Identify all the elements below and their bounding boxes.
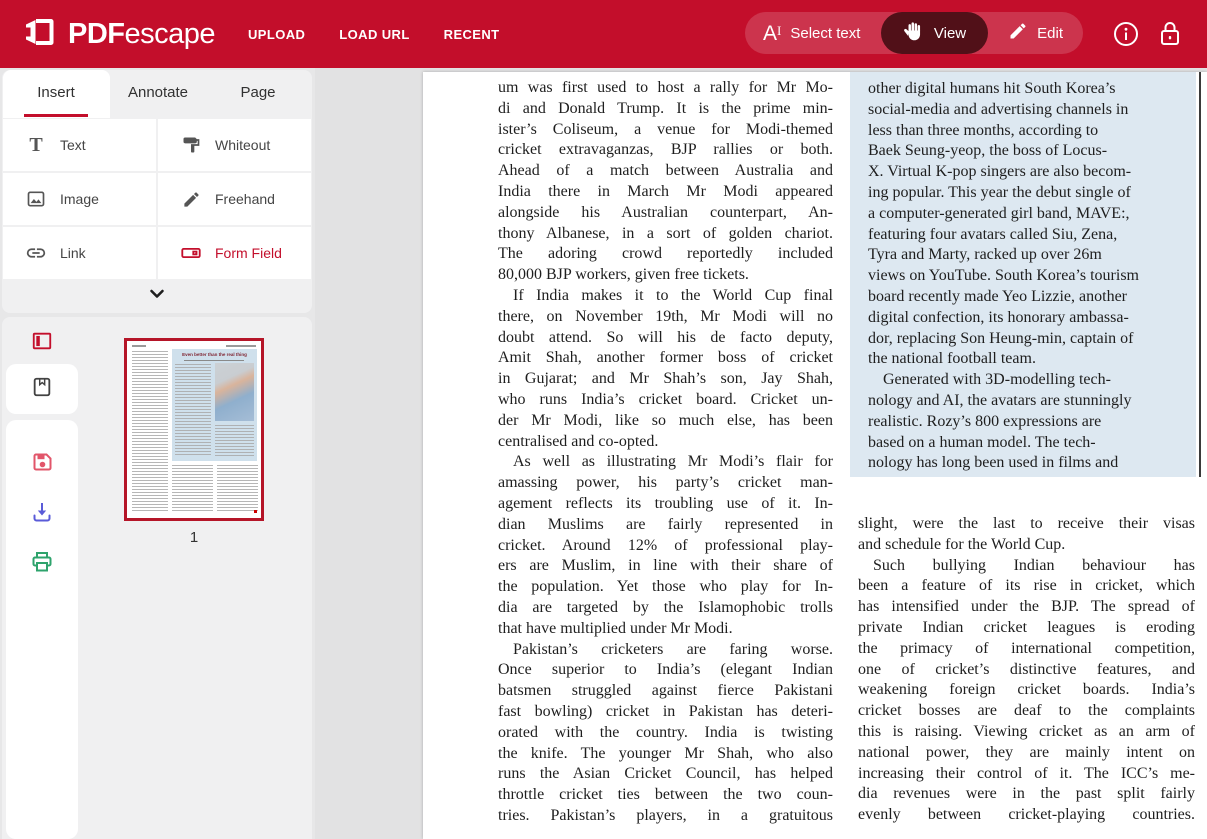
left-sidebar: [0, 68, 315, 839]
text-line: alongside his Australian counterpart, An-: [498, 203, 833, 221]
text-line: nology has long been used in films and: [868, 454, 1119, 472]
info-icon[interactable]: [1112, 20, 1140, 48]
text-line: ing popular. This year the debut single of: [868, 183, 1131, 201]
save-icon[interactable]: [30, 450, 54, 474]
text-line: cricket bosses are deaf to the complaints: [858, 702, 1195, 720]
text-line: throttle cricket ties between the two coun-: [498, 786, 833, 804]
text-line: agement reflects its troubling use of it. In-: [498, 494, 833, 512]
view-label: View: [933, 24, 967, 42]
lock-icon[interactable]: [1156, 19, 1184, 49]
thumb-photo: [215, 363, 254, 421]
tab-insert[interactable]: Insert: [37, 84, 75, 101]
form-field-icon: [180, 242, 202, 264]
page-right-column: [858, 514, 1195, 826]
thumb-text-column: [175, 364, 211, 457]
thumb-article-subtitle-line: [184, 360, 244, 361]
select-text-icon: AI: [763, 21, 782, 45]
text-line: der Mr Modi, like so much else, has been: [498, 411, 833, 429]
text-line: based on a human model. The tech-: [868, 433, 1096, 451]
thumb-text-column: [217, 465, 258, 513]
text-line: featuring four avatars called Siu, Zena,: [868, 225, 1118, 243]
link-tool-label: Link: [60, 245, 86, 261]
text-line: um was first used to host a rally for Mr Mo-: [498, 79, 833, 96]
text-line: realistic. Rozy’s 800 expressions are: [868, 412, 1102, 430]
page-thumbnail-selected[interactable]: [124, 338, 264, 521]
text-line: Pakistan’s cricketers are faring worse.: [513, 640, 833, 658]
bookmarks-button[interactable]: [6, 364, 78, 414]
text-line: the population. Yet those who play for In-: [498, 578, 833, 596]
text-line: X. Virtual K-pop singers are also becom-: [868, 163, 1132, 181]
insert-tool-grid: [3, 119, 311, 279]
thumb-text-column: [132, 351, 168, 513]
text-line: As well as illustrating Mr Modi’s flair for: [513, 453, 833, 471]
text-line: Such bullying Indian behaviour has: [873, 556, 1195, 574]
file-actions-panel: [6, 420, 78, 839]
text-line: less than three months, according to: [868, 121, 1099, 139]
text-line: fast bowling) cricket in Pakistan has deteri-: [498, 702, 833, 720]
text-line: ers are Muslim, in line with their share of: [498, 557, 833, 575]
text-line: cricket. Around 12% of professional play-: [498, 536, 833, 554]
text-line: Generated with 3D-modelling tech-: [883, 371, 1111, 389]
text-line: dian Muslims are fairly represented in: [498, 515, 833, 533]
edit-label: Edit: [1037, 24, 1063, 42]
text-line: the national football team.: [868, 350, 1036, 368]
text-line: digital confection, its honorary ambassa-: [868, 308, 1129, 326]
image-tool-button[interactable]: [3, 173, 156, 225]
article-column-rule: [1199, 72, 1201, 477]
hand-icon: [903, 20, 925, 46]
expand-tools-button[interactable]: [2, 279, 312, 313]
text-line: Tyra and Marty, racked up over 26m: [868, 246, 1102, 264]
text-line: Once superior to India’s (elegant Indian: [498, 661, 833, 679]
thumb-header-mark: [226, 345, 256, 347]
text-line: views on YouTube. South Korea’s tourism: [868, 267, 1139, 285]
text-line: tries. Pakistan’s players, in a gratuitous: [498, 806, 833, 824]
pages-panel: [2, 317, 312, 839]
text-line: thony Albanese, in a sort of golden chariot.: [498, 224, 833, 242]
text-line: national power, they are mainly intent on: [858, 743, 1195, 761]
text-line: board recently made Yeo Lizzie, another: [868, 287, 1128, 305]
edit-button[interactable]: [988, 12, 1083, 54]
nav-recent[interactable]: RECENT: [443, 26, 500, 42]
text-line: ister’s Coliseum, a venue for Modi-themed: [498, 120, 833, 138]
text-line: other digital humans hit South Korea’s: [868, 80, 1116, 97]
text-line: and schedule for the World Cup.: [858, 535, 1066, 553]
whiteout-tool-button[interactable]: [158, 119, 311, 171]
header-bar: [0, 0, 1207, 68]
text-line: a computer-generated girl band, MAVE:,: [868, 204, 1130, 222]
text-line: 80,000 BJP workers, given free tickets.: [498, 266, 749, 284]
page-left-column: [498, 78, 833, 827]
tab-annotate[interactable]: Annotate: [127, 84, 189, 101]
form-field-tool-label: Form Field: [215, 245, 282, 261]
freehand-tool-button[interactable]: [158, 173, 311, 225]
brand-escape: escape: [124, 18, 216, 50]
text-line: the knife. The younger Mr Shah, who also: [498, 744, 833, 762]
text-icon: T: [29, 133, 43, 156]
text-line: who runs India’s cricket board. Cricket un-: [498, 390, 833, 408]
top-navigation: [248, 0, 500, 68]
tools-panel: [2, 70, 312, 313]
chevron-down-icon: [149, 287, 165, 305]
text-line: that have multiplied under Mr Modi.: [498, 619, 733, 637]
text-line: cricket extravaganzas, BJP rallies or both.: [498, 141, 833, 159]
text-line: Ahead of a match between Australia and: [498, 162, 833, 180]
text-line: has intensified under the BJP. The spread of: [858, 598, 1195, 616]
view-button-active[interactable]: [881, 12, 988, 54]
brand-logo[interactable]: [22, 14, 215, 55]
tab-page[interactable]: Page: [240, 84, 276, 101]
text-line: weakening foreign cricket boards. India’s: [858, 681, 1195, 699]
brand-pdf: PDF: [68, 18, 125, 50]
text-line: nology and AI, the avatars are stunningly: [868, 391, 1132, 409]
text-line: one of cricket’s distinctive features, and: [858, 660, 1195, 678]
brand-name: [68, 18, 215, 51]
form-field-tool-button[interactable]: [158, 227, 311, 279]
mode-switcher: [745, 12, 1083, 54]
text-line: dor, replacing Son Heung-min, captain of: [868, 329, 1134, 347]
paint-roller-icon: [180, 134, 202, 156]
text-line: increasing their control of it. The ICC’s me-: [858, 764, 1195, 782]
bookmark-icon: [31, 376, 53, 403]
text-line: dia revenues were in the past split fairly: [858, 785, 1195, 803]
text-line: If India makes it to the World Cup final: [513, 286, 833, 304]
thumb-article-title: Even better than the real thing: [182, 352, 247, 357]
thumb-end-mark: [254, 510, 257, 513]
freehand-pencil-icon: [180, 188, 202, 210]
link-tool-button[interactable]: [3, 227, 156, 279]
text-line: there, on November 19th, Mr Modi will no: [498, 307, 833, 325]
text-line: this is raising. Viewing cricket as an arm of: [858, 722, 1195, 740]
pdf-page[interactable]: [423, 72, 1207, 839]
text-line: Amit Shah, another former boss of cricket: [498, 349, 833, 367]
thumb-article-box: [172, 349, 257, 461]
text-line: orated with the country. India is twisting: [498, 723, 833, 741]
text-tool-button[interactable]: [3, 119, 156, 171]
page-thumbnail-preview: [127, 341, 261, 518]
text-line: evenly between cricket-playing countries.: [858, 806, 1195, 824]
document-area: [315, 68, 1207, 839]
text-line: slight, were the last to receive their visas: [858, 515, 1195, 532]
pdfescape-logo-icon: [22, 14, 58, 55]
thumb-header-mark: [132, 345, 146, 347]
page-number-label: 1: [189, 529, 199, 546]
text-line: social-media and advertising channels in: [868, 100, 1129, 118]
image-icon: [25, 188, 47, 210]
text-line: Baek Seung-yeop, the boss of Locus-: [868, 142, 1108, 160]
text-line: private Indian cricket leagues is eroding: [858, 618, 1195, 636]
text-line: di and Donald Trump. It is the prime min-: [498, 99, 833, 117]
thumb-text-column: [172, 465, 213, 513]
print-icon[interactable]: [30, 550, 54, 574]
thumb-text-column: [215, 425, 254, 457]
text-line: centralised and co-opted.: [498, 432, 659, 450]
text-line: The adoring crowd reportedly included: [498, 245, 833, 263]
freehand-tool-label: Freehand: [215, 191, 275, 207]
nav-load-url[interactable]: LOAD URL: [339, 26, 410, 42]
text-line: doubt attend. So will his de facto deputy,: [498, 328, 833, 346]
pencil-icon: [1008, 21, 1028, 45]
text-line: amassing power, his party’s cricket man-: [498, 474, 833, 492]
text-line: runs the Asian Cricket Council, has helped: [498, 765, 833, 783]
thumbnails-panel-icon[interactable]: [31, 330, 55, 354]
text-line: batsmen struggled against fierce Pakistani: [498, 682, 833, 700]
blue-box-text-column: [868, 79, 1194, 474]
download-icon[interactable]: [30, 500, 54, 524]
image-tool-label: Image: [60, 191, 99, 207]
select-text-button[interactable]: [745, 12, 881, 54]
text-tool-label: Text: [60, 137, 86, 153]
text-line: India there in March Mr Modi appeared: [498, 182, 833, 200]
whiteout-tool-label: Whiteout: [215, 137, 271, 153]
text-line: dia are targeted by the Islamophobic trolls: [498, 598, 833, 616]
active-tab-underline: [24, 114, 88, 117]
text-line: the primacy of international competition,: [858, 639, 1195, 657]
text-line: in Gujarat; and Mr Shah’s son, Jay Shah,: [498, 370, 833, 388]
text-line: been a feature of its rise in cricket, which: [858, 577, 1195, 595]
select-text-label: Select text: [790, 24, 861, 42]
nav-upload[interactable]: UPLOAD: [248, 26, 306, 42]
link-icon: [25, 242, 47, 264]
